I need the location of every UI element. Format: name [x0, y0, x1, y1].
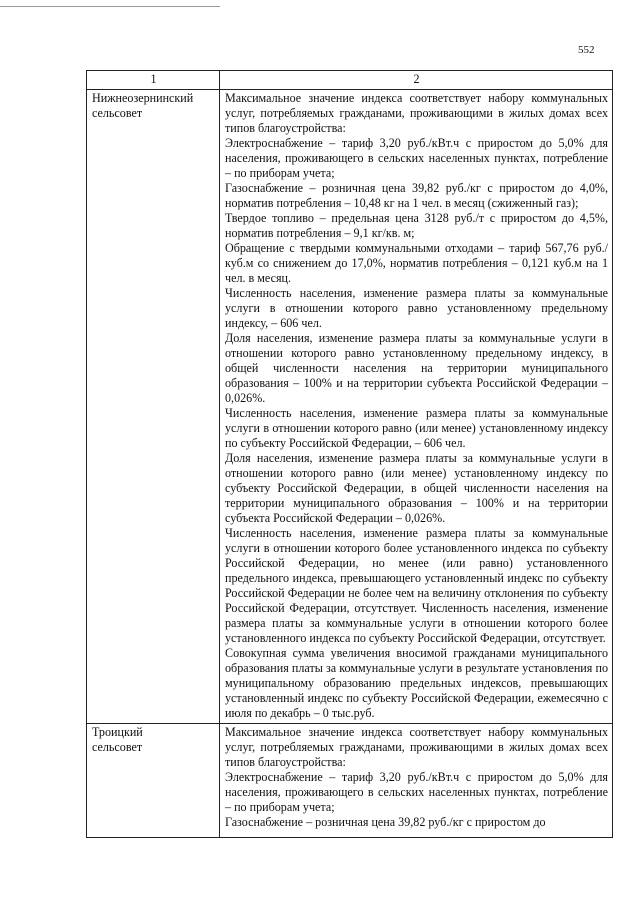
- paragraph: Численность населения, изменение размера платы за коммунальные услуги в отношении которого более установленного индекса по субъекту Российской Федерации, но менее (или равно) установленного предельного индекса, превышающего установленный индекс по субъекту Российской Федерации не более чем на величину отклонения по субъекту Российской Федерации, отсутствует. Численность населения, изменение размера платы за коммунальные услуги в отношении которого более установленного индекса по субъекту Российской Федерации, отсутствует.: [225, 526, 608, 645]
- municipality-cell: [87, 90, 220, 724]
- municipality-name: Троицкий: [92, 725, 143, 739]
- paragraph: Газоснабжение – розничная цена 39,82 руб./кг с приростом до: [225, 815, 546, 829]
- paragraph: Обращение с твердыми коммунальными отходами – тариф 567,76 руб./куб.м со снижением до 17,0%, норматив потребления – 0,121 куб.м на 1 чел. в месяц.: [225, 241, 608, 285]
- paragraph: Максимальное значение индекса соответствует набору коммунальных услуг, потребляемых гражданами, проживающими в жилых домах всех типов благоустройства:: [225, 91, 608, 135]
- paragraph: Совокупная сумма увеличения вносимой гражданами муниципального образования платы за коммунальные услуги в результате установления по муниципальному образованию предельных индексов, превышающих установленный индекс по субъекту Российской Федерации, ежемесячно с июля по декабрь – 0 тыс.руб.: [225, 646, 608, 720]
- paragraph: Численность населения, изменение размера платы за коммунальные услуги в отношении которого равно (или менее) установленному индексу по субъекту Российской Федерации, – 606 чел.: [225, 406, 608, 450]
- table-row: [87, 90, 613, 724]
- paragraph: Электроснабжение – тариф 3,20 руб./кВт.ч с приростом до 5,0% для населения, проживающего в сельских населенных пунктах, потребление – по приборам учета;: [225, 770, 608, 814]
- municipality-cell: [87, 724, 220, 838]
- description-cell: [220, 90, 613, 724]
- paragraph: Доля населения, изменение размера платы за коммунальные услуги в отношении которого равно установленному предельному индексу, в общей численности населения на территории муниципального образования – 100% и на территории субъекта Российской Федерации – 0,026%.: [225, 331, 608, 405]
- paragraph: Доля населения, изменение размера платы за коммунальные услуги в отношении которого равно (или менее) установленному индексу по субъекту Российской Федерации, в общей численности населения на территории муниципального образования – 100% и на территории субъекта Российской Федерации – 0,026%.: [225, 451, 608, 525]
- page-number: 552: [578, 44, 595, 56]
- municipality-type: сельсовет: [92, 106, 143, 120]
- municipality-name: Нижнеозернинский: [92, 91, 194, 105]
- table-header-row: [87, 71, 613, 90]
- paragraph: Газоснабжение – розничная цена 39,82 руб./кг с приростом до 4,0%, норматив потребления – 10,48 кг на 1 чел. в месяц (сжиженный газ);: [225, 181, 608, 210]
- paragraph: Максимальное значение индекса соответствует набору коммунальных услуг, потребляемых гражданами, проживающими в жилых домах всех типов благоустройства:: [225, 725, 608, 769]
- description-cell: [220, 724, 613, 838]
- paragraph: Твердое топливо – предельная цена 3128 руб./т с приростом до 4,5%, норматив потребления – 9,1 кг/кв. м;: [225, 211, 608, 240]
- scan-edge-line: [0, 6, 220, 7]
- municipality-type: сельсовет: [92, 740, 143, 754]
- column-header-1: 1: [87, 71, 220, 90]
- column-header-2: 2: [220, 71, 613, 90]
- document-table: [86, 70, 613, 838]
- paragraph: Электроснабжение – тариф 3,20 руб./кВт.ч с приростом до 5,0% для населения, проживающего в сельских населенных пунктах, потребление – по приборам учета;: [225, 136, 608, 180]
- paragraph: Численность населения, изменение размера платы за коммунальные услуги в отношении которого равно установленному предельному индексу, – 606 чел.: [225, 286, 608, 330]
- table-row: [87, 724, 613, 838]
